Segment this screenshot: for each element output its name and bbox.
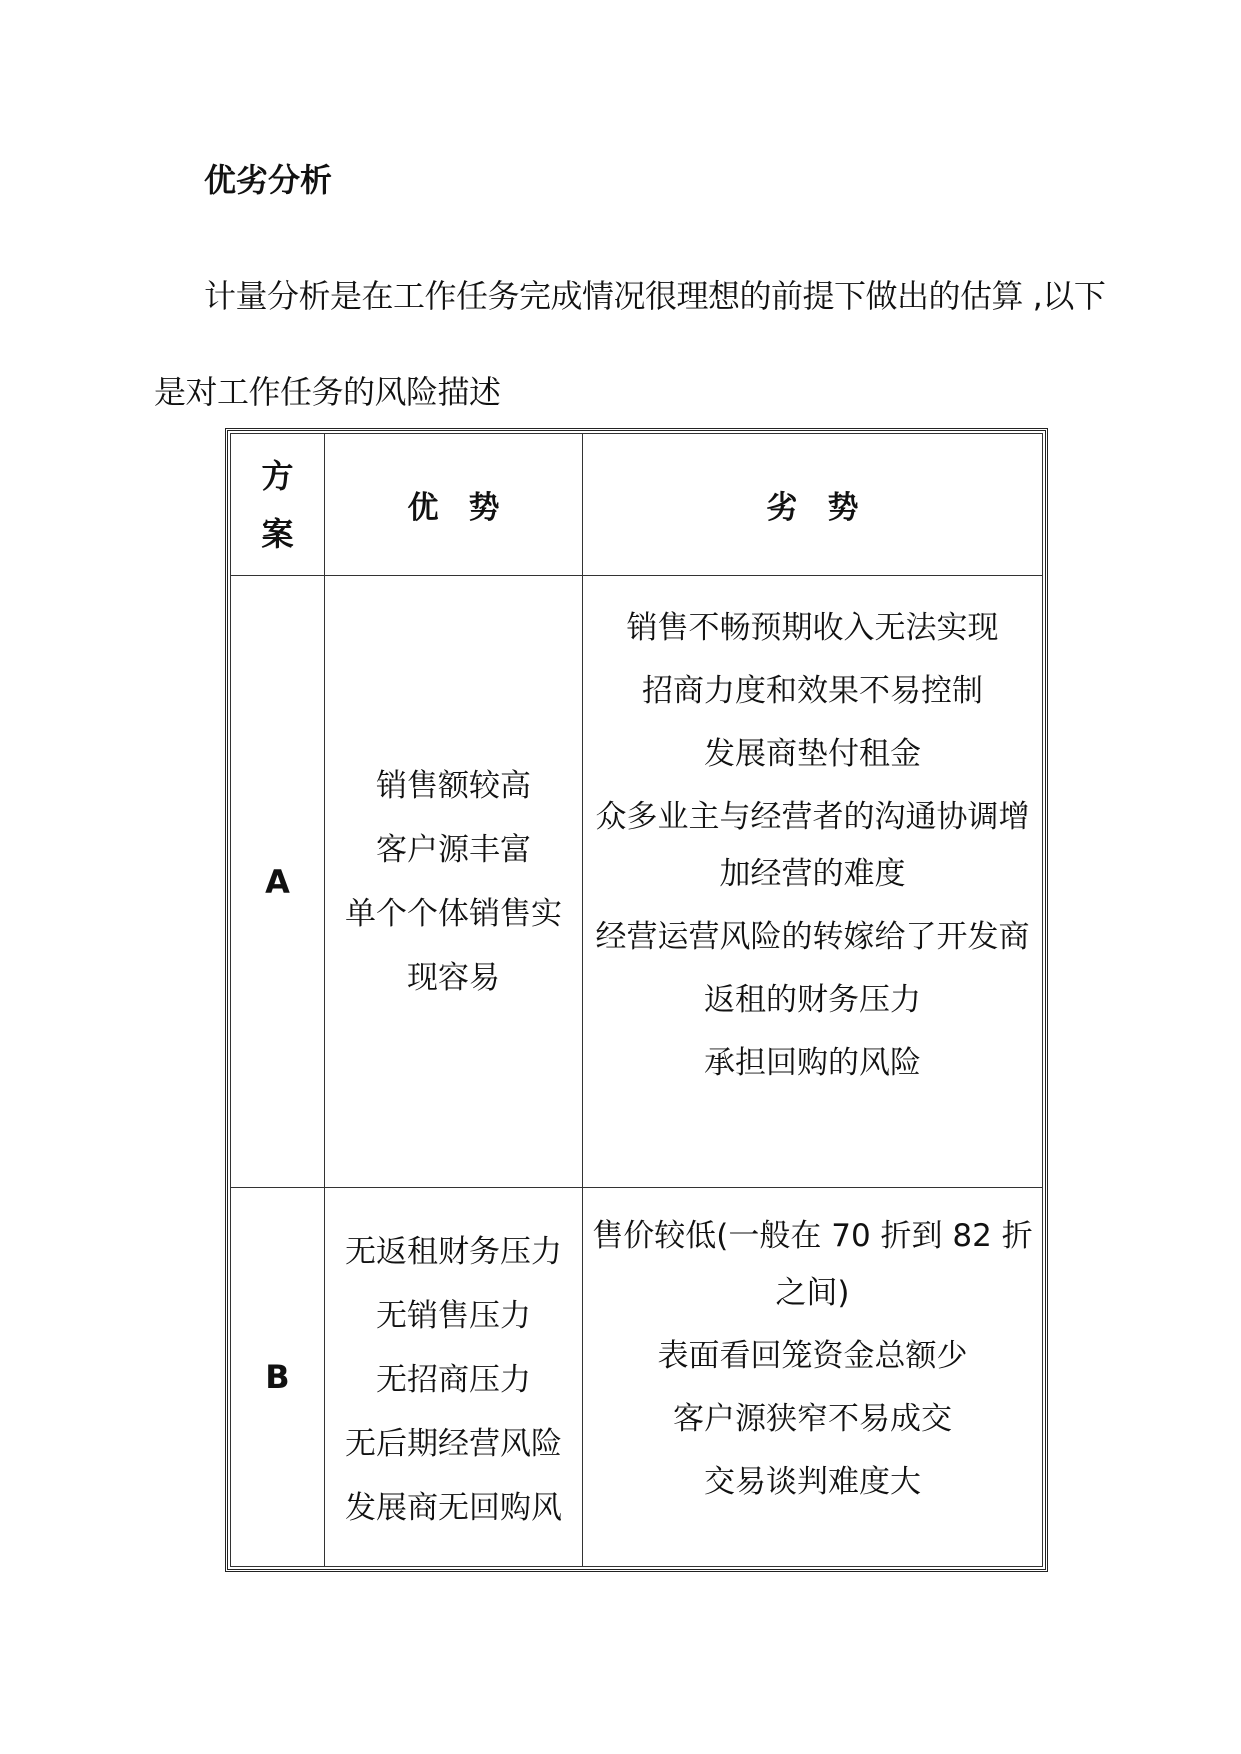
intro-paragraph: 计量分析是在工作任务完成情况很理想的前提下做出的估算 ,以下是对工作任务的风险描述 xyxy=(154,277,1106,411)
disadvantages-cell xyxy=(583,1188,1043,1567)
advantage-item: 无后期经营风险 xyxy=(345,1426,562,1462)
disadvantage-item: 经营运营风险的转嫁给了开发商 xyxy=(595,919,1030,955)
header-disadvantages xyxy=(583,434,1043,576)
header-plan xyxy=(231,434,325,576)
disadvantage-item: 承担回购的风险 xyxy=(704,1045,921,1081)
comparison-table xyxy=(230,433,1043,1567)
plan-cell: A xyxy=(231,576,325,1188)
plan-cell: B xyxy=(231,1188,325,1567)
header-advantages-label: 优势 xyxy=(407,490,530,526)
comparison-table-frame xyxy=(225,428,1048,1572)
disadvantage-item: 客户源狭窄不易成交 xyxy=(673,1401,952,1437)
advantages-cell xyxy=(325,576,583,1188)
advantage-item: 无返租财务压力 xyxy=(345,1234,562,1270)
disadvantage-item: 发展商垫付租金 xyxy=(704,736,921,772)
disadvantage-item: 表面看回笼资金总额少 xyxy=(657,1338,968,1374)
header-plan-line2: 案 xyxy=(261,514,294,553)
advantage-item: 无招商压力 xyxy=(376,1362,531,1398)
advantage-item: 单个个体销售实现容易 xyxy=(345,895,562,996)
advantage-item: 无销售压力 xyxy=(376,1298,531,1334)
disadvantage-item: 返租的财务压力 xyxy=(704,982,921,1018)
table-row xyxy=(231,576,1043,1188)
disadvantage-item: 销售不畅预期收入无法实现 xyxy=(626,610,999,646)
section-heading: 优劣分析 xyxy=(204,161,333,199)
advantage-item: 发展商无回购风 xyxy=(345,1490,562,1526)
table-row xyxy=(231,1188,1043,1567)
disadvantages-cell xyxy=(583,576,1043,1188)
disadvantage-item: 众多业主与经营者的沟通协调增加经营的难度 xyxy=(595,799,1030,892)
advantage-item: 客户源丰富 xyxy=(376,831,531,868)
disadvantage-item: 交易谈判难度大 xyxy=(704,1464,921,1500)
header-disadvantages-label: 劣势 xyxy=(766,490,889,526)
advantage-item: 销售额较高 xyxy=(376,767,531,804)
advantages-cell xyxy=(325,1188,583,1567)
header-advantages xyxy=(325,434,583,576)
header-plan-line1: 方 xyxy=(261,456,294,495)
table-header-row xyxy=(231,434,1043,576)
disadvantage-item: 招商力度和效果不易控制 xyxy=(642,673,983,709)
disadvantage-item: 售价较低(一般在 70 折到 82 折之间) xyxy=(592,1218,1033,1311)
